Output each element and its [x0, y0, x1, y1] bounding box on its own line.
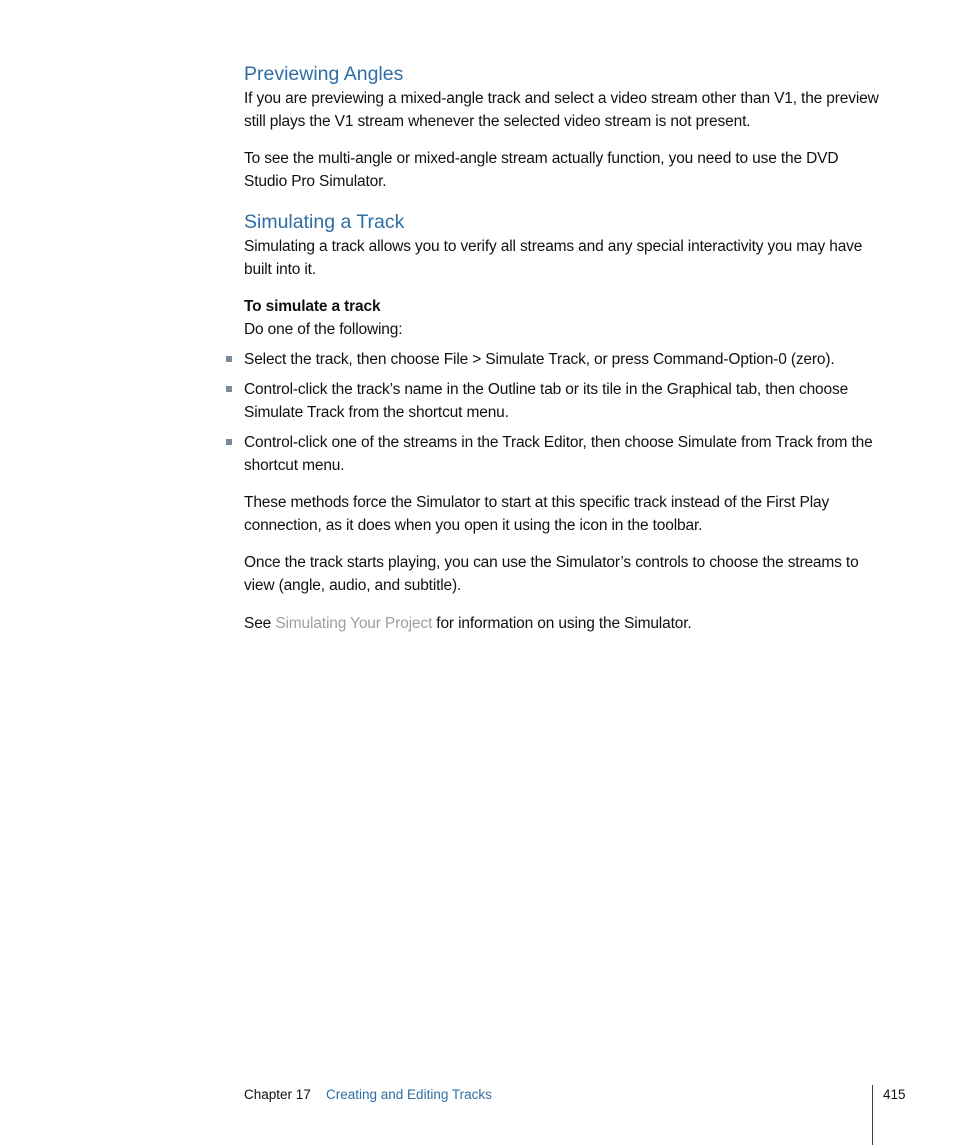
footer-divider: [872, 1085, 873, 1145]
list-item: Control-click the track’s name in the Outline tab or its tile in the Graphical tab, then choose Simulate Track from the shortcut menu.: [244, 381, 849, 421]
paragraph: To see the multi-angle or mixed-angle stream actually function, you need to use the DVD Studio Pro Simulator.: [244, 150, 839, 190]
list-item: Control-click one of the streams in the Track Editor, then choose Simulate from Track from the shortcut menu.: [244, 434, 873, 474]
footer-chapter: Chapter 17: [244, 1087, 311, 1102]
task-intro: Do one of the following:: [244, 321, 403, 338]
paragraph: These methods force the Simulator to start at this specific track instead of the First Play connection, as it does when you open it using the icon in the toolbar.: [244, 494, 830, 534]
see-prefix: See: [244, 615, 272, 632]
see-also-paragraph: [244, 612, 884, 635]
see-suffix: for information on using the Simulator.: [436, 615, 692, 632]
paragraph: Once the track starts playing, you can use the Simulator’s controls to choose the streams to view (angle, audio, and subtitle).: [244, 554, 859, 594]
bullet-icon: [226, 356, 232, 362]
heading-previewing-angles: Previewing Angles: [244, 63, 404, 85]
page-number: 415: [883, 1087, 906, 1102]
paragraph: Simulating a track allows you to verify all streams and any special interactivity you may have built into it.: [244, 238, 863, 278]
simulating-your-project-link[interactable]: Simulating Your Project: [275, 615, 433, 632]
bullet-icon: [226, 386, 232, 392]
task-title: To simulate a track: [244, 298, 381, 315]
footer-chapter-title-link[interactable]: Creating and Editing Tracks: [326, 1087, 492, 1102]
list-item: Select the track, then choose File > Simulate Track, or press Command-Option-0 (zero).: [244, 351, 835, 368]
bullet-icon: [226, 439, 232, 445]
paragraph: If you are previewing a mixed-angle track and select a video stream other than V1, the preview still plays the V1 stream whenever the selected video stream is not present.: [244, 90, 879, 130]
heading-simulating-a-track: Simulating a Track: [244, 211, 405, 233]
